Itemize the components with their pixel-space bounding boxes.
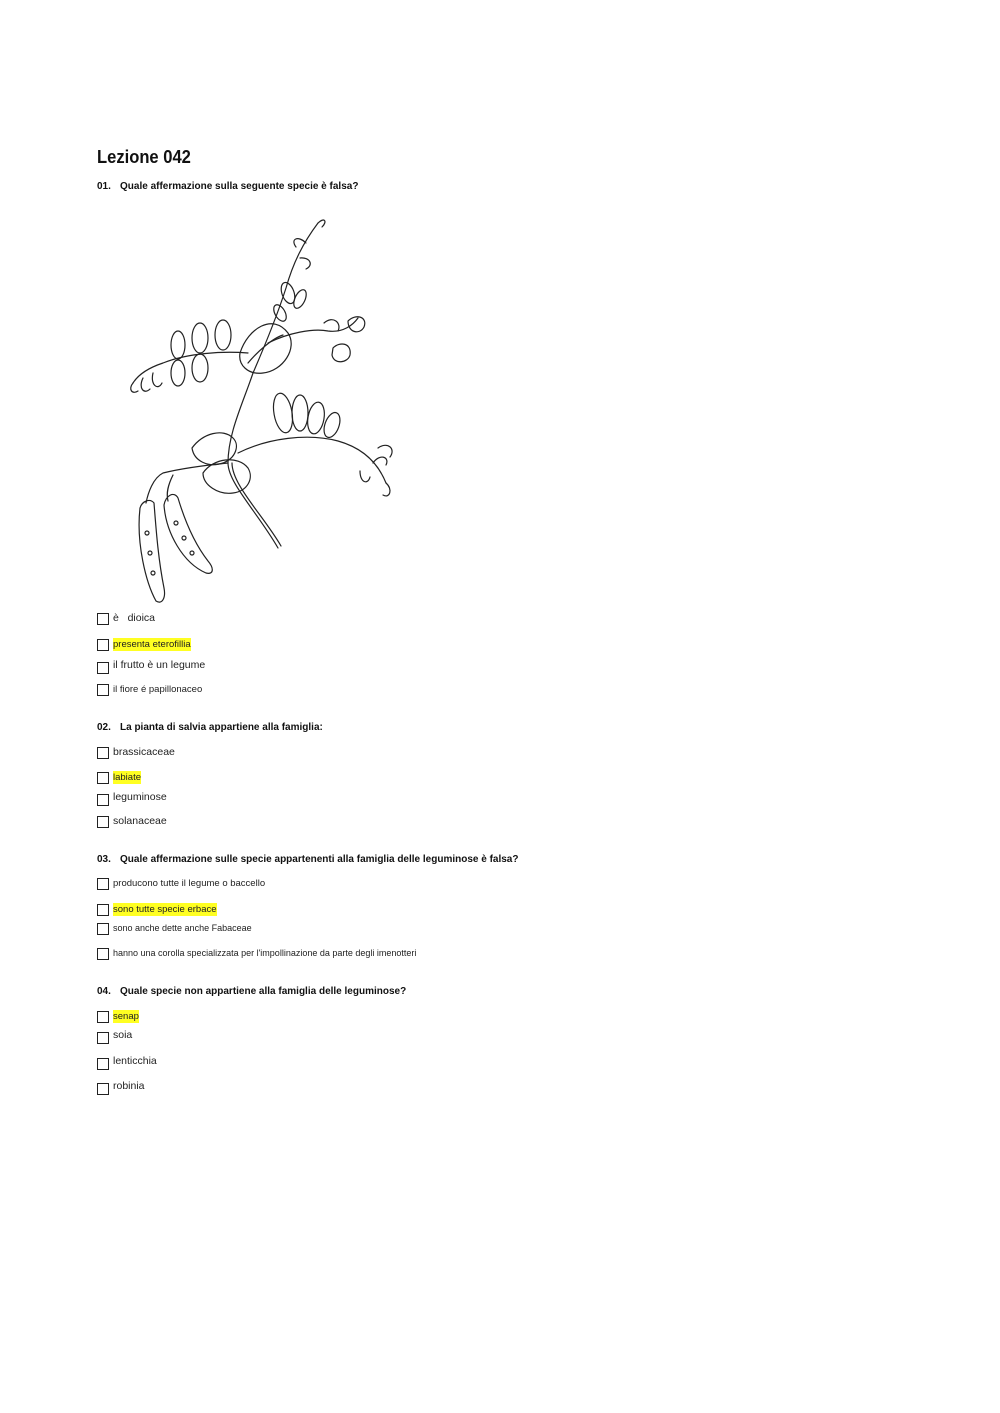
q4-option-3-checkbox[interactable] xyxy=(97,1058,109,1070)
q3-option-2-text: sono tutte specie erbace xyxy=(113,904,217,915)
q2-option-2[interactable] xyxy=(97,771,141,785)
q1-option-4-checkbox[interactable] xyxy=(97,684,109,696)
q4-option-2-text: soia xyxy=(113,1029,133,1041)
q4-option-4-text: robinia xyxy=(113,1080,145,1092)
q3-option-1-checkbox[interactable] xyxy=(97,878,109,890)
question-1-heading xyxy=(97,181,358,192)
question-2-text: La pianta di salvia appartiene alla famiglia: xyxy=(120,722,323,733)
q3-option-3-checkbox[interactable] xyxy=(97,923,109,935)
q3-option-4-checkbox[interactable] xyxy=(97,948,109,960)
question-3-heading xyxy=(97,854,518,865)
q3-option-1-text: producono tutte il legume o baccello xyxy=(113,878,266,889)
q2-option-3-text: leguminose xyxy=(113,791,167,803)
q2-option-1-text: brassicaceae xyxy=(113,746,175,758)
question-4-heading xyxy=(97,986,406,997)
q1-option-3-text: il frutto è un legume xyxy=(113,659,206,671)
q2-option-4[interactable] xyxy=(97,815,167,829)
q3-option-3[interactable] xyxy=(97,922,252,936)
question-2-number: 02. xyxy=(97,722,111,733)
q4-option-2[interactable] xyxy=(97,1029,132,1043)
q1-option-2-text: presenta eterofillia xyxy=(113,639,191,650)
q1-option-3[interactable] xyxy=(97,659,205,673)
q4-option-4[interactable] xyxy=(97,1080,145,1094)
q2-option-4-checkbox[interactable] xyxy=(97,816,109,828)
q2-option-2-text: labiate xyxy=(113,772,141,783)
q2-option-1-checkbox[interactable] xyxy=(97,747,109,759)
q1-option-2[interactable] xyxy=(97,638,191,652)
question-4-text: Quale specie non appartiene alla famiglia delle leguminose? xyxy=(120,986,407,997)
question-1-text: Quale affermazione sulla seguente specie è falsa? xyxy=(120,181,359,192)
q3-option-2[interactable] xyxy=(97,903,217,917)
q2-option-3-checkbox[interactable] xyxy=(97,794,109,806)
q4-option-1[interactable] xyxy=(97,1010,139,1024)
q1-option-3-checkbox[interactable] xyxy=(97,662,109,674)
q4-option-3-text: lenticchia xyxy=(113,1055,157,1067)
q1-option-2-checkbox[interactable] xyxy=(97,639,109,651)
q2-option-4-text: solanaceae xyxy=(113,815,167,827)
q1-option-1-checkbox[interactable] xyxy=(97,613,109,625)
q3-option-4[interactable] xyxy=(97,947,416,961)
q4-option-1-checkbox[interactable] xyxy=(97,1011,109,1023)
q4-option-4-checkbox[interactable] xyxy=(97,1083,109,1095)
q4-option-1-text: senap xyxy=(113,1011,139,1022)
question-3-number: 03. xyxy=(97,854,111,865)
pea-plant-illustration xyxy=(128,213,403,605)
q1-option-1-text: è dioica xyxy=(113,612,156,624)
question-1-number: 01. xyxy=(97,181,111,192)
question-2-heading xyxy=(97,722,323,733)
q4-option-2-checkbox[interactable] xyxy=(97,1032,109,1044)
q4-option-3[interactable] xyxy=(97,1055,157,1069)
q2-option-1[interactable] xyxy=(97,746,175,760)
q3-option-3-text: sono anche dette anche Fabaceae xyxy=(113,923,252,933)
question-4-number: 04. xyxy=(97,986,111,997)
q2-option-3[interactable] xyxy=(97,791,167,805)
q3-option-1[interactable] xyxy=(97,877,265,891)
q3-option-2-checkbox[interactable] xyxy=(97,904,109,916)
q1-option-1[interactable] xyxy=(97,612,155,626)
lesson-title: Lezione 042 xyxy=(97,147,191,167)
question-3-text: Quale affermazione sulle specie appartenenti alla famiglia delle leguminose è falsa? xyxy=(120,854,519,865)
q1-option-4-text: il fiore é papillonaceo xyxy=(113,684,203,695)
q3-option-4-text: hanno una corolla specializzata per l'impollinazione da parte degli imenotteri xyxy=(113,948,417,958)
q2-option-2-checkbox[interactable] xyxy=(97,772,109,784)
q1-option-4[interactable] xyxy=(97,683,202,697)
